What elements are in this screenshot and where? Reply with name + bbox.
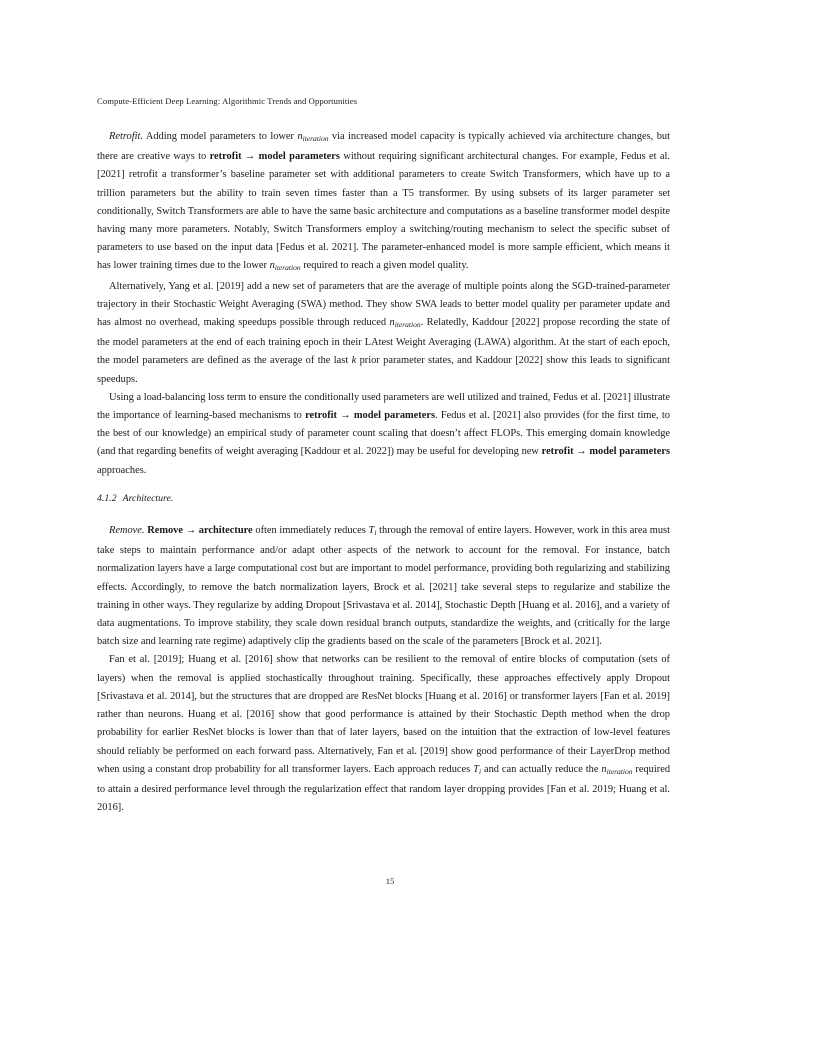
main-text — [97, 128, 670, 817]
paragraph-remove: Remove. Remove → architecture often immediately reduces $T_i$ through the removal of entire layers. However, work in this area must take steps to maintain performance and/or adapt other aspects of the network to account for the removal. For instance, batch normalization layers have a large computational cost but are important to model performance, providing both regularizing and stabilizing effects. Accordingly, to remove the batch normalization layers, Brock et al. [2021] take several steps to regularize and stabilize the training in other ways. They regularize by adding Dropout [Srivastava et al. 2014], Stochastic Depth [Huang et al. 2016], and a variety of data augmentations. To improve stability, they scale down residual branch outputs, standardize the weights, and (critically for the large batch size and learning rate regime) adaptively clip the gradients based on the scale of the parameters [Brock et al. 2021]. — [97, 525, 670, 648]
runin-heading: Remove. — [109, 525, 145, 537]
paragraph-load-balancing: Using a load-balancing loss term to ensure the conditionally used parameters are well utilized and trained, Fedus et al. [2021] illustrate the importance of learning-based mechanisms to retrofit → model parameters. Fedus et al. [2021] also provides (for the first time, to the best of our knowledge) an empirical study of parameter count scaling that doesn’t affect FLOPs. This emerging domain knowledge (and that regarding benefits of weight averaging [Kaddour et al. 2022]) may be useful for developing new retrofit → model parameters approaches. — [97, 391, 671, 476]
paragraph-swa: Alternatively, Yang et al. [2019] add a new set of parameters that are the average of multiple points along the SGD-trained-parameter trajectory in their Stochastic Weight Averaging (SWA) method. They show SWA leads to better model quality per parameter update and has almost no overhead, making speedups possible through reduced $n_{iteration}$. Relatedly, Kaddour [2022] propose recording the state of the model parameters at the end of each training epoch in their LAtest Weight Averaging (LAWA) algorithm. At the start of each epoch, the model parameters are defined as the average of the last k prior parameter states, and Kaddour [2022] show this leads to significant speedups. — [97, 280, 670, 385]
page-number: 15 — [385, 876, 395, 886]
paragraph-stochastic-depth: Fan et al. [2019]; Huang et al. [2016] show that networks can be resilient to the removal of entire blocks of computation (sets of layers) when the removal is applied stochastically throughout training. Specifically, these approaches effectively apply Dropout [Srivastava et al. 2014], but the structures that are dropped are ResNet blocks [Huang et al. 2016] or transformer layers [Fan et al. 2019] rather than neurons. Huang et al. [2016] show that good performance is attained by their Stochastic Depth method when the drop probability for earlier ResNet blocks is lower than that of later layers, based on the intuition that the extraction of low-level features should reliably be performed on each forward pass. Alternatively, Fan et al. [2019] show good performance of their LayerDrop method when using a constant drop probability for all transformer layers. Each approach reduces $T_i$ and can actually reduce the $n_{iteration}$ required to attain a desired performance level through the regularization effect that random layer dropping provides [Fan et al. 2019; Huang et al. 2016]. — [97, 654, 671, 814]
running-header: Compute-Efficient Deep Learning: Algorithmic Trends and Opportunities — [97, 96, 358, 106]
paragraph-retrofit: Retrofit. Adding model parameters to lower $n_{iteration}$ via increased model capacity is typically achieved via architecture changes, but there are creative ways to retrofit → model parameters without requiring significant architectural changes. For example, Fedus et al. [2021] retrofit a transformer’s baseline parameter set with additional parameters to create Switch Transformers, which have up to a trillion parameters but the ability to train seven times faster than a T5 transformer. By using subsets of its larger parameter set conditionally, Switch Transformers are able to have the same basic architecture and computations as a baseline transformer model despite having many more parameters. Notably, Switch Transformers employ a switching/routing mechanism to select the specific subset of parameters to use based on the input data [Fedus et al. 2021]. The parameter-enhanced model is more sample efficient, which means it has lower training times due to the lower $n_{iteration}$ required to reach a given model quality. — [97, 131, 670, 273]
runin-heading: Retrofit. — [109, 131, 143, 142]
subsection-heading: 4.1.2 Architecture. — [97, 492, 174, 504]
